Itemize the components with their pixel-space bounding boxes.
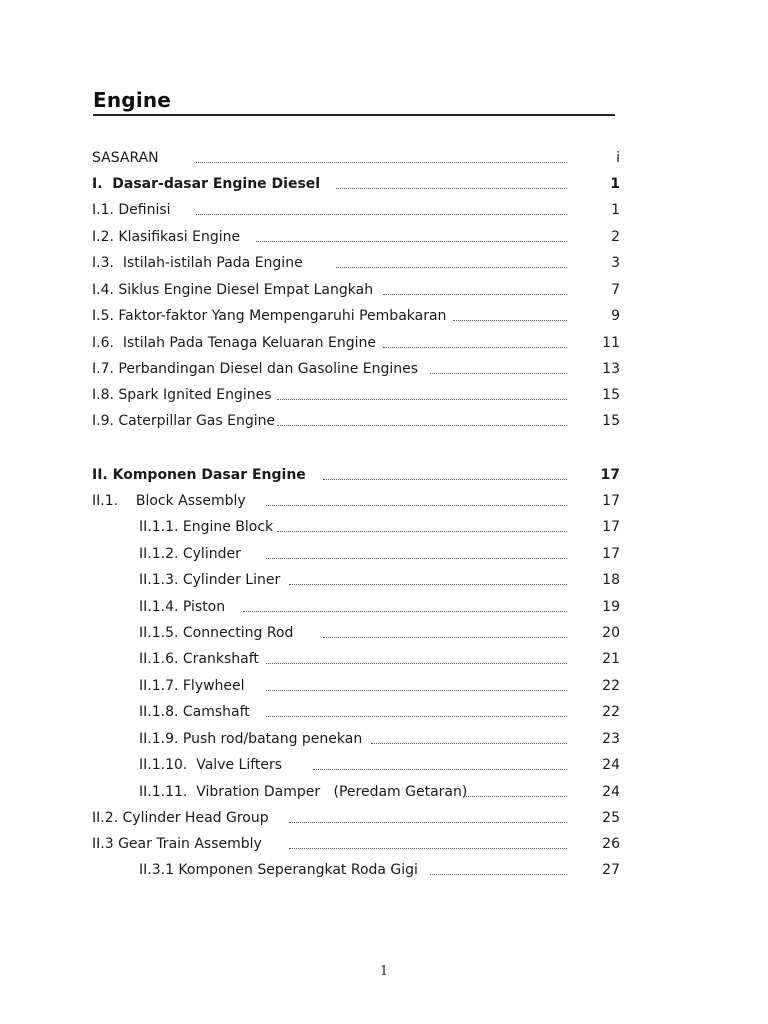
toc-entry-label: I.2. Klasifikasi Engine (92, 229, 241, 245)
toc-entry (0, 782, 768, 802)
toc-entry (0, 570, 768, 590)
toc-entry (0, 860, 768, 880)
toc-dot-leader (277, 399, 567, 400)
toc-page-number: 18 (602, 572, 620, 588)
toc-dot-leader (289, 848, 567, 849)
toc-dot-leader (266, 716, 567, 717)
toc-entry (0, 623, 768, 643)
toc-page-number: 23 (602, 731, 620, 747)
toc-dot-leader (266, 558, 567, 559)
toc-page-number: 17 (600, 467, 620, 483)
document-title: Engine (93, 88, 172, 112)
toc-dot-leader (289, 584, 567, 585)
toc-dot-leader (196, 162, 567, 163)
toc-entry (0, 148, 768, 168)
toc-entry-label: I.4. Siklus Engine Diesel Empat Langkah (92, 282, 374, 298)
toc-page-number: 7 (611, 282, 620, 298)
toc-entry-label: II.1.11. Vibration Damper (Peredam Getaran) (139, 784, 468, 800)
toc-page-number: 19 (602, 599, 620, 615)
toc-dot-leader (277, 425, 567, 426)
title-underline (93, 114, 615, 116)
toc-page-number: 20 (602, 625, 620, 641)
toc-entry-label: II.1. Block Assembly (92, 493, 246, 509)
toc-entry (0, 729, 768, 749)
toc-entry-label: I. Dasar-dasar Engine Diesel (92, 176, 321, 192)
toc-entry (0, 174, 768, 194)
toc-page-number: 22 (602, 678, 620, 694)
toc-dot-leader (453, 320, 567, 321)
toc-page-number: 25 (602, 810, 620, 826)
toc-entry-label: II.3 Gear Train Assembly (92, 836, 262, 852)
toc-entry (0, 597, 768, 617)
toc-entry (0, 834, 768, 854)
toc-entry (0, 200, 768, 220)
toc-dot-leader (256, 241, 567, 242)
toc-entry-label: II.3.1 Komponen Seperangkat Roda Gigi (139, 862, 418, 878)
toc-entry-label: II.1.5. Connecting Rod (139, 625, 294, 641)
toc-dot-leader (266, 690, 567, 691)
toc-entry (0, 411, 768, 431)
toc-entry-label: SASARAN (92, 150, 159, 166)
toc-page-number: 15 (602, 387, 620, 403)
toc-entry-label: II. Komponen Dasar Engine (92, 467, 306, 483)
toc-page-number: 11 (602, 335, 620, 351)
toc-entry (0, 253, 768, 273)
toc-entry (0, 465, 768, 485)
toc-page-number: 2 (611, 229, 620, 245)
toc-page-number: 26 (602, 836, 620, 852)
toc-entry-label: II.2. Cylinder Head Group (92, 810, 269, 826)
toc-entry-label: II.1.9. Push rod/batang penekan (139, 731, 363, 747)
toc-dot-leader (289, 822, 567, 823)
toc-entry (0, 676, 768, 696)
footer-page-number: 1 (379, 964, 389, 979)
toc-dot-leader (277, 531, 567, 532)
toc-entry-label: II.1.2. Cylinder (139, 546, 241, 562)
toc-entry-label: I.9. Caterpillar Gas Engine (92, 413, 276, 429)
toc-entry (0, 755, 768, 775)
toc-page-number: 1 (611, 202, 620, 218)
toc-entry (0, 491, 768, 511)
toc-entry-label: I.7. Perbandingan Diesel dan Gasoline Engines (92, 361, 419, 377)
toc-entry (0, 808, 768, 828)
toc-entry-label: II.1.1. Engine Block (139, 519, 274, 535)
toc-entry-label: I.5. Faktor-faktor Yang Mempengaruhi Pembakaran (92, 308, 447, 324)
toc-dot-leader (266, 663, 567, 664)
toc-entry (0, 649, 768, 669)
toc-entry-label: II.1.6. Crankshaft (139, 651, 259, 667)
toc-entry-label: II.1.8. Camshaft (139, 704, 250, 720)
toc-entry-label: I.3. Istilah-istilah Pada Engine (92, 255, 303, 271)
toc-page-number: 17 (602, 546, 620, 562)
toc-dot-leader (323, 479, 567, 480)
toc-entry (0, 227, 768, 247)
toc-entry (0, 333, 768, 353)
toc-page-number: 17 (602, 519, 620, 535)
toc-entry (0, 306, 768, 326)
toc-page-number: 15 (602, 413, 620, 429)
toc-page-number: 21 (602, 651, 620, 667)
toc-dot-leader (323, 637, 567, 638)
toc-entry (0, 517, 768, 537)
toc-dot-leader (383, 347, 567, 348)
toc-dot-leader (266, 505, 567, 506)
toc-dot-leader (430, 373, 567, 374)
toc-entry (0, 385, 768, 405)
toc-page-number: 24 (602, 757, 620, 773)
toc-dot-leader (430, 874, 567, 875)
toc-page-number: 3 (611, 255, 620, 271)
toc-entry-label: I.8. Spark Ignited Engines (92, 387, 272, 403)
toc-page-number: 24 (602, 784, 620, 800)
toc-page-number: 13 (602, 361, 620, 377)
toc-dot-leader (196, 214, 567, 215)
toc-entry-label: II.1.7. Flywheel (139, 678, 245, 694)
toc-entry-label: I.6. Istilah Pada Tenaga Keluaran Engine (92, 335, 376, 351)
toc-page-number: i (616, 150, 620, 166)
toc-dot-leader (336, 188, 567, 189)
toc-entry-label: II.1.10. Valve Lifters (139, 757, 283, 773)
toc-dot-leader (463, 796, 567, 797)
toc-entry-label: II.1.3. Cylinder Liner (139, 572, 281, 588)
toc-page-number: 22 (602, 704, 620, 720)
toc-dot-leader (243, 611, 567, 612)
toc-entry-label: I.1. Definisi (92, 202, 171, 218)
toc-page-number: 1 (610, 176, 620, 192)
toc-entry (0, 702, 768, 722)
toc-page-number: 9 (611, 308, 620, 324)
toc-entry (0, 280, 768, 300)
toc-dot-leader (336, 267, 567, 268)
toc-dot-leader (313, 769, 567, 770)
toc-entry (0, 544, 768, 564)
toc-dot-leader (383, 294, 567, 295)
toc-entry (0, 359, 768, 379)
toc-entry-label: II.1.4. Piston (139, 599, 226, 615)
toc-page-number: 27 (602, 862, 620, 878)
toc-dot-leader (371, 743, 567, 744)
toc-page-number: 17 (602, 493, 620, 509)
